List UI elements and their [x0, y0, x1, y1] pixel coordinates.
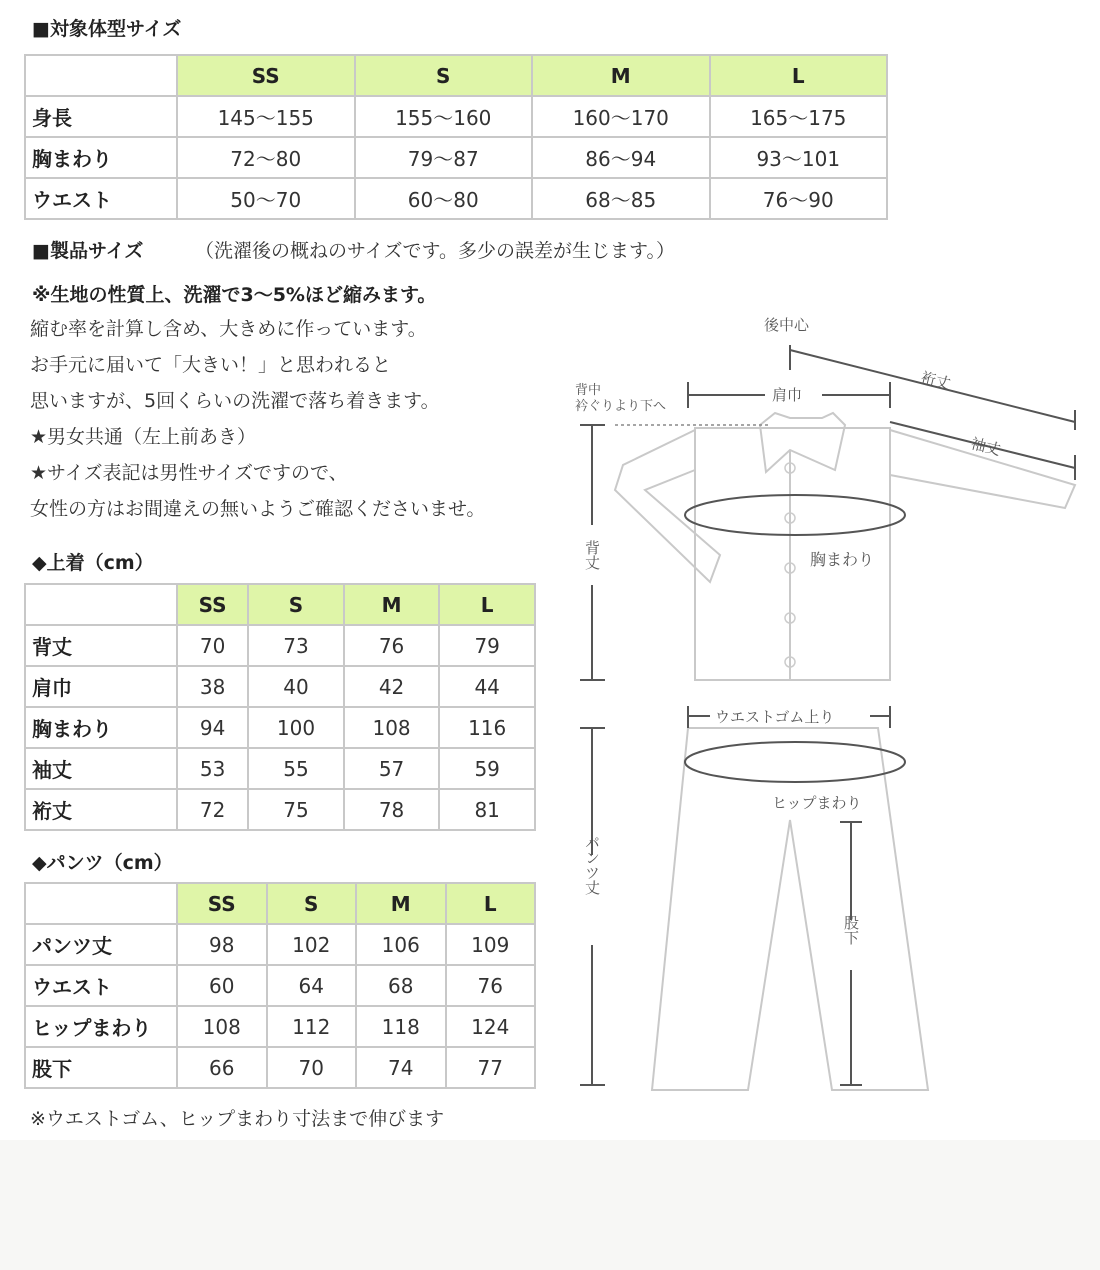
row-label: 胸まわり	[25, 137, 177, 178]
waist-top-label: ウエストゴム上り	[715, 708, 835, 726]
intro-line: 縮む率を計算し含め、大きめに作っています。	[30, 318, 427, 340]
cell: 145〜155	[177, 96, 355, 137]
cell: 94	[177, 707, 248, 748]
col-l: L	[710, 55, 888, 96]
table-row	[25, 748, 535, 789]
cell: 50〜70	[177, 178, 355, 219]
product-size-heading: ■製品サイズ	[32, 240, 144, 262]
table-row	[25, 625, 535, 666]
footer-note: ※ウエストゴム、ヒップまわり寸法まで伸びます	[30, 1108, 445, 1130]
table-row	[25, 924, 535, 965]
intro-text	[30, 311, 485, 527]
cell: 72〜80	[177, 137, 355, 178]
cell: 68	[356, 965, 446, 1006]
cell: 106	[356, 924, 446, 965]
pants-size-table	[24, 882, 536, 1089]
cell: 42	[344, 666, 440, 707]
back-center-label: 後中心	[764, 316, 810, 334]
cell: 44	[439, 666, 535, 707]
shrink-note: ※生地の性質上、洗濯で3〜5%ほど縮みます。	[32, 284, 437, 306]
row-label: 袖丈	[25, 748, 177, 789]
col-s: S	[355, 55, 533, 96]
cell: 73	[248, 625, 344, 666]
cell: 160〜170	[532, 96, 710, 137]
cell: 109	[446, 924, 536, 965]
cell: 68〜85	[532, 178, 710, 219]
pants-length-label: パンツ丈	[583, 835, 601, 895]
chest-ring	[685, 495, 905, 535]
table-row	[25, 178, 887, 219]
row-label: 身長	[25, 96, 177, 137]
cell: 76	[344, 625, 440, 666]
col-s: S	[267, 883, 357, 924]
intro-line: ★男女共通（左上前あき）	[30, 426, 257, 448]
collar-below-label: 衿ぐりより下へ	[575, 399, 667, 414]
inseam-label: 股下	[842, 915, 860, 945]
cell: 77	[446, 1047, 536, 1088]
cell: 98	[177, 924, 267, 965]
cell: 55	[248, 748, 344, 789]
cell: 108	[344, 707, 440, 748]
cell: 112	[267, 1006, 357, 1047]
intro-line: お手元に届いて「大きい！」と思われると	[30, 354, 392, 376]
col-ss: SS	[177, 55, 355, 96]
col-s: S	[248, 584, 344, 625]
table-header-row	[25, 584, 535, 625]
cell: 102	[267, 924, 357, 965]
garment-diagram	[560, 300, 1090, 1100]
cell: 38	[177, 666, 248, 707]
cell: 60〜80	[355, 178, 533, 219]
chest-label: 胸まわり	[810, 550, 875, 569]
yuki-label: 裄丈	[919, 368, 953, 394]
row-label: 背丈	[25, 625, 177, 666]
col-ss: SS	[177, 584, 248, 625]
cell: 100	[248, 707, 344, 748]
cell: 116	[439, 707, 535, 748]
col-l: L	[446, 883, 536, 924]
row-label: ウエスト	[25, 965, 177, 1006]
col-ss: SS	[177, 883, 267, 924]
cell: 124	[446, 1006, 536, 1047]
intro-line: 思いますが、5回くらいの洗濯で落ち着きます。	[30, 390, 440, 412]
cell: 40	[248, 666, 344, 707]
col-m: M	[356, 883, 446, 924]
table-row	[25, 96, 887, 137]
product-size-note: （洗濯後の概ねのサイズです。多少の誤差が生じます。）	[195, 240, 675, 262]
cell: 155〜160	[355, 96, 533, 137]
back-length-label: 背丈	[583, 540, 601, 570]
cell: 118	[356, 1006, 446, 1047]
cell: 59	[439, 748, 535, 789]
table-row	[25, 1047, 535, 1088]
cell: 53	[177, 748, 248, 789]
top-size-table	[24, 583, 536, 831]
table-row	[25, 137, 887, 178]
row-label: ヒップまわり	[25, 1006, 177, 1047]
cell: 78	[344, 789, 440, 830]
back-label: 背中	[575, 383, 602, 398]
cell: 75	[248, 789, 344, 830]
cell: 57	[344, 748, 440, 789]
col-l: L	[439, 584, 535, 625]
shirt-outline	[615, 413, 1075, 680]
cell: 79	[439, 625, 535, 666]
row-label: 裄丈	[25, 789, 177, 830]
cell: 66	[177, 1047, 267, 1088]
col-m: M	[344, 584, 440, 625]
target-body-table	[24, 54, 888, 220]
table-row	[25, 707, 535, 748]
shoulder-label: 肩巾	[772, 386, 803, 404]
intro-line: ★サイズ表記は男性サイズですので、	[30, 462, 348, 484]
cell: 70	[177, 625, 248, 666]
row-label: 肩巾	[25, 666, 177, 707]
cell: 60	[177, 965, 267, 1006]
cell: 81	[439, 789, 535, 830]
pants-table-heading: ◆パンツ（cm）	[32, 852, 173, 874]
row-label: 股下	[25, 1047, 177, 1088]
cell: 76	[446, 965, 536, 1006]
target-body-heading: ■対象体型サイズ	[32, 18, 182, 40]
sleeve-label: 袖丈	[969, 434, 1003, 460]
cell: 165〜175	[710, 96, 888, 137]
cell: 86〜94	[532, 137, 710, 178]
table-row	[25, 789, 535, 830]
cell: 74	[356, 1047, 446, 1088]
cell: 93〜101	[710, 137, 888, 178]
table-row	[25, 965, 535, 1006]
hip-ring	[685, 742, 905, 782]
cell: 64	[267, 965, 357, 1006]
hip-label: ヒップまわり	[772, 794, 862, 812]
cell: 70	[267, 1047, 357, 1088]
row-label: 胸まわり	[25, 707, 177, 748]
cell: 108	[177, 1006, 267, 1047]
row-label: パンツ丈	[25, 924, 177, 965]
cell: 76〜90	[710, 178, 888, 219]
table-row	[25, 1006, 535, 1047]
cell: 72	[177, 789, 248, 830]
table-header-row	[25, 55, 887, 96]
row-label: ウエスト	[25, 178, 177, 219]
table-row	[25, 666, 535, 707]
top-table-heading: ◆上着（cm）	[32, 552, 154, 574]
cell: 79〜87	[355, 137, 533, 178]
intro-line: 女性の方はお間違えの無いようご確認くださいませ。	[30, 498, 486, 520]
table-header-row	[25, 883, 535, 924]
col-m: M	[532, 55, 710, 96]
